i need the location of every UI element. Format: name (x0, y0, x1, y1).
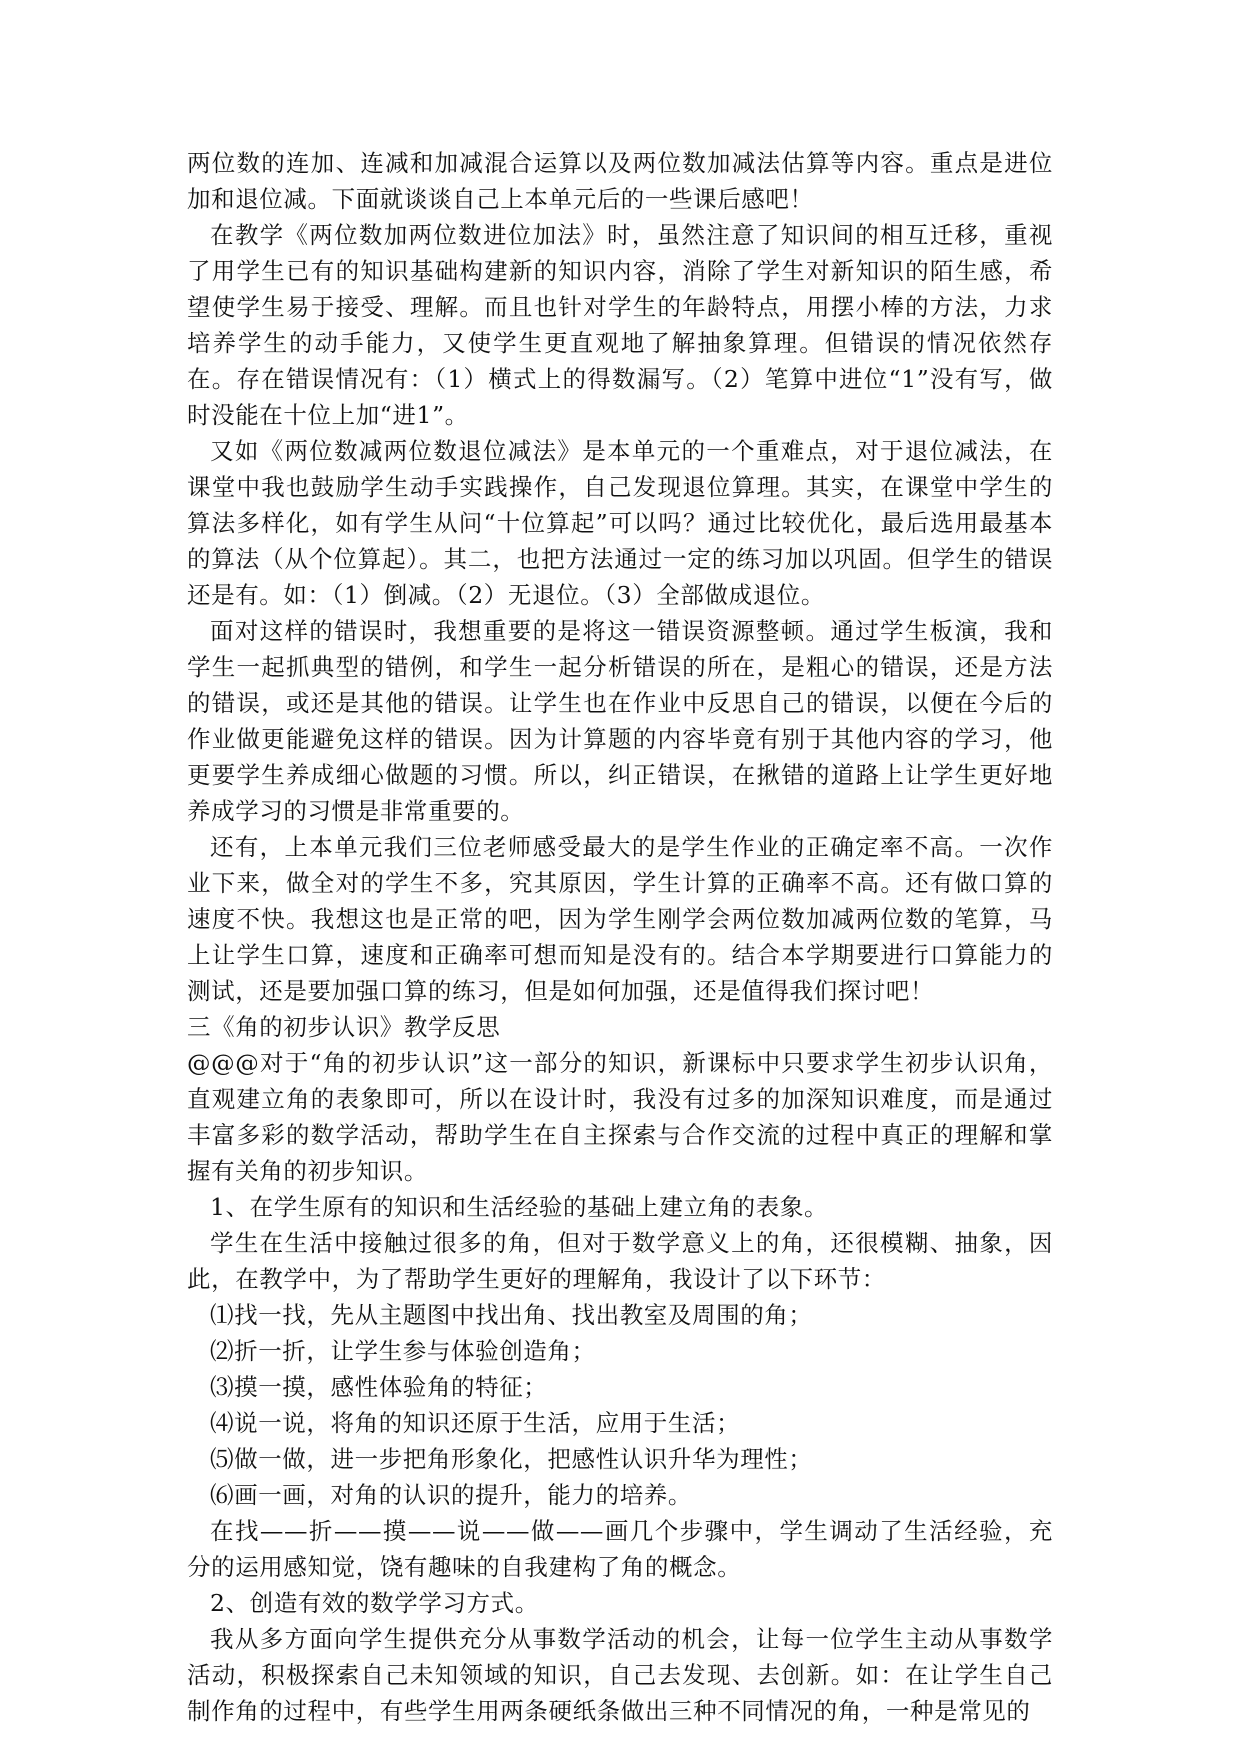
list-item: ⑵折一折，让学生参与体验创造角； (210, 1337, 596, 1365)
list-item: ⑹画一画，对角的认识的提升，能力的培养。 (210, 1481, 692, 1509)
paragraph: 学生在生活中接触过很多的角，但对于数学意义上的角，还很模糊、抽象，因此，在教学中，为了帮助学生更好的理解角，我设计了以下环节： (187, 1229, 1053, 1293)
list-item: ⑴找一找，先从主题图中找出角、找出教室及周围的角； (210, 1301, 813, 1329)
paragraph: 两位数的连加、连减和加减混合运算以及两位数加减法估算等内容。重点是进位加和退位减。下面就谈谈自己上本单元后的一些课后感吧！ (187, 149, 1053, 213)
section-heading: 三《角的初步认识》教学反思 (187, 1013, 501, 1041)
document-page (187, 145, 1053, 1729)
list-item: ⑷说一说，将角的知识还原于生活，应用于生活； (210, 1409, 741, 1437)
list-item: ⑸做一做，进一步把角形象化，把感性认识升华为理性； (210, 1445, 813, 1473)
list-item: ⑶摸一摸，感性体验角的特征； (210, 1373, 548, 1401)
paragraph: 又如《两位数减两位数退位减法》是本单元的一个重难点，对于退位减法，在课堂中我也鼓励学生动手实践操作，自己发现退位算理。其实，在课堂中学生的算法多样化，如有学生从问“十位算起”可以吗？通过比较优化，最后选用最基本的算法（从个位算起）。其二，也把方法通过一定的练习加以巩固。但学生的错误还是有。如：（1）倒减。（2）无退位。（3）全部做成退位。 (187, 437, 1053, 609)
paragraph: 我从多方面向学生提供充分从事数学活动的机会，让每一位学生主动从事数学活动，积极探索自己未知领域的知识，自己去发现、去创新。如：在让学生自己制作角的过程中，有些学生用两条硬纸条做出三种不同情况的角，一种是常见的 (187, 1625, 1053, 1725)
paragraph: 还有，上本单元我们三位老师感受最大的是学生作业的正确定率不高。一次作业下来，做全对的学生不多，究其原因，学生计算的正确率不高。还有做口算的速度不快。我想这也是正常的吧，因为学生刚学会两位数加减两位数的笔算，马上让学生口算，速度和正确率可想而知是没有的。结合本学期要进行口算能力的测试，还是要加强口算的练习，但是如何加强，还是值得我们探讨吧！ (187, 833, 1053, 1005)
paragraph: 在教学《两位数加两位数进位加法》时，虽然注意了知识间的相互迁移，重视了用学生已有的知识基础构建新的知识内容，消除了学生对新知识的陌生感，希望使学生易于接受、理解。而且也针对学生的年龄特点，用摆小棒的方法，力求培养学生的动手能力，又使学生更直观地了解抽象算理。但错误的情况依然存在。存在错误情况有：（1）横式上的得数漏写。（2）笔算中进位“1”没有写，做时没能在十位上加“进1”。 (187, 221, 1053, 429)
paragraph: @@@对于“角的初步认识”这一部分的知识，新课标中只要求学生初步认识角，直观建立角的表象即可，所以在设计时，我没有过多的加深知识难度，而是通过丰富多彩的数学活动，帮助学生在自主探索与合作交流的过程中真正的理解和掌握有关角的初步知识。 (187, 1049, 1053, 1185)
subheading: 2、创造有效的数学学习方式。 (210, 1589, 539, 1617)
subheading: 1、在学生原有的知识和生活经验的基础上建立角的表象。 (210, 1193, 829, 1221)
paragraph: 面对这样的错误时，我想重要的是将这一错误资源整顿。通过学生板演，我和学生一起抓典型的错例，和学生一起分析错误的所在，是粗心的错误，还是方法的错误，或还是其他的错误。让学生也在作业中反思自己的错误，以便在今后的作业做更能避免这样的错误。因为计算题的内容毕竟有别于其他内容的学习，他更要学生养成细心做题的习惯。所以，纠正错误，在揪错的道路上让学生更好地养成学习的习惯是非常重要的。 (187, 617, 1053, 825)
paragraph: 在找——折——摸——说——做——画几个步骤中，学生调动了生活经验，充分的运用感知觉，饶有趣味的自我建构了角的概念。 (187, 1517, 1053, 1581)
